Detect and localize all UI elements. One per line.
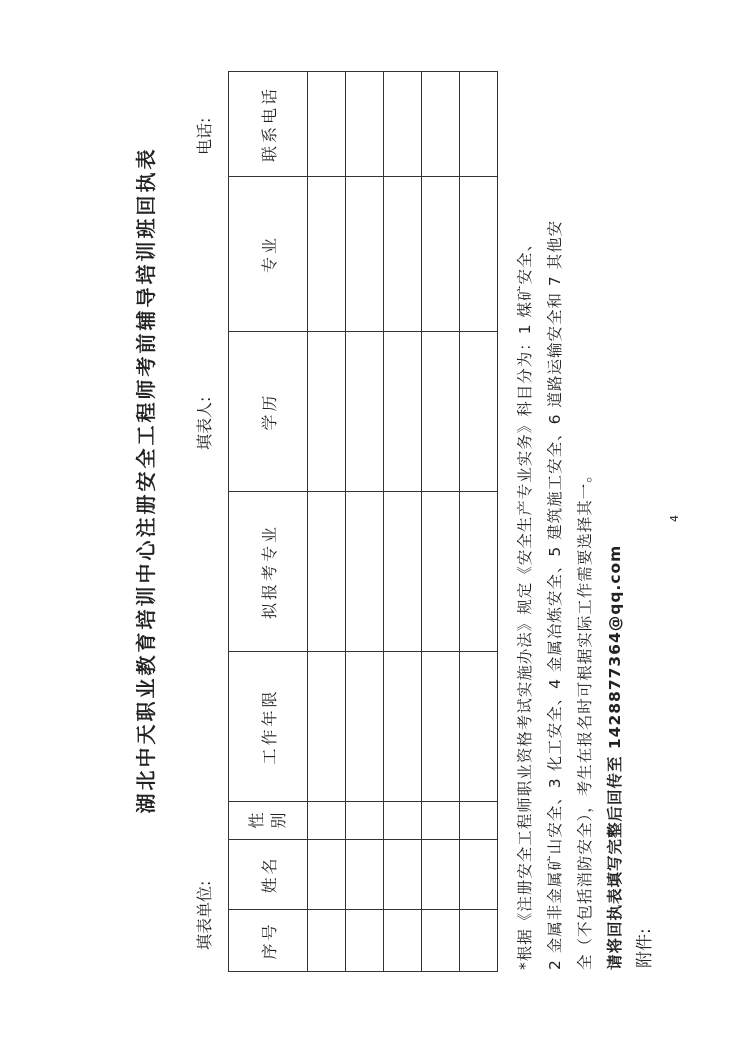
note-line-3: 全（不包括消防安全），考生在报名时可根据实际工作需要选择其一。 [576,466,594,970]
header-name: 姓名 [229,840,308,910]
table-cell [422,802,460,840]
attachment-label: 附件: [635,928,655,968]
table-cell [422,72,460,177]
table-row [346,72,384,972]
phone-label: 电话: [195,117,214,155]
table-cell [460,910,498,972]
table-cell [346,840,384,910]
table-cell [308,72,346,177]
table-cell [346,177,384,332]
reply-form-table [228,71,498,972]
header-gender-1: 性 [247,812,266,829]
table-cell [460,72,498,177]
table-cell [422,332,460,492]
table-cell [384,652,422,802]
fill-unit-label: 填表单位: [195,880,214,950]
table-cell [384,910,422,972]
table-cell [384,492,422,652]
note-line-2: 2 金属非金属矿山安全、3 化工安全、4 金属冶炼安全、5 建筑施工安全、6 道路运输安全和 7 其他安 [546,219,564,970]
note-line-4: 请将回执表填写完整后回传至 1428877364@qq.com [606,544,624,970]
table-cell [346,492,384,652]
header-exam-major: 拟报考专业 [229,492,308,652]
table-cell [308,332,346,492]
table-cell [384,72,422,177]
page-number: 4 [668,515,681,522]
table-cell [346,910,384,972]
note-line-1: *根据《注册安全工程师职业资格考试实施办法》规定《安全生产专业实务》科目分为：1 煤矿安全、 [516,234,534,970]
header-gender-2: 别 [269,812,288,829]
table-cell [460,652,498,802]
table-row [384,72,422,972]
table-cell [460,492,498,652]
table-cell [460,332,498,492]
page-title: 湖北中天职业教育培训中心注册安全工程师考前辅导培训班回执表 [134,146,158,814]
header-contact: 联系电话 [229,72,308,177]
table-cell [308,802,346,840]
table-cell [308,177,346,332]
table-cell [346,802,384,840]
table-cell [460,802,498,840]
table-cell [422,910,460,972]
table-cell [308,652,346,802]
table-cell [308,910,346,972]
table-row [460,72,498,972]
table-row [308,72,346,972]
table-cell [384,840,422,910]
table-cell [346,652,384,802]
table-row [422,72,460,972]
table-cell [460,840,498,910]
table-cell [422,652,460,802]
header-index: 序号 [229,910,308,972]
table-cell [384,802,422,840]
table-cell [422,492,460,652]
fill-person-label: 填表人: [195,396,214,450]
header-gender [229,802,308,840]
table-cell [346,332,384,492]
table-cell [460,177,498,332]
notes-block [510,90,630,970]
table-cell [422,177,460,332]
table-cell [346,72,384,177]
table-header-row [229,72,308,972]
table-cell [384,177,422,332]
table-cell [384,332,422,492]
header-work-years: 工作年限 [229,652,308,802]
table-cell [308,840,346,910]
header-major: 专业 [229,177,308,332]
table-cell [308,492,346,652]
table-cell [422,840,460,910]
fill-info-row [192,90,218,950]
header-education: 学历 [229,332,308,492]
